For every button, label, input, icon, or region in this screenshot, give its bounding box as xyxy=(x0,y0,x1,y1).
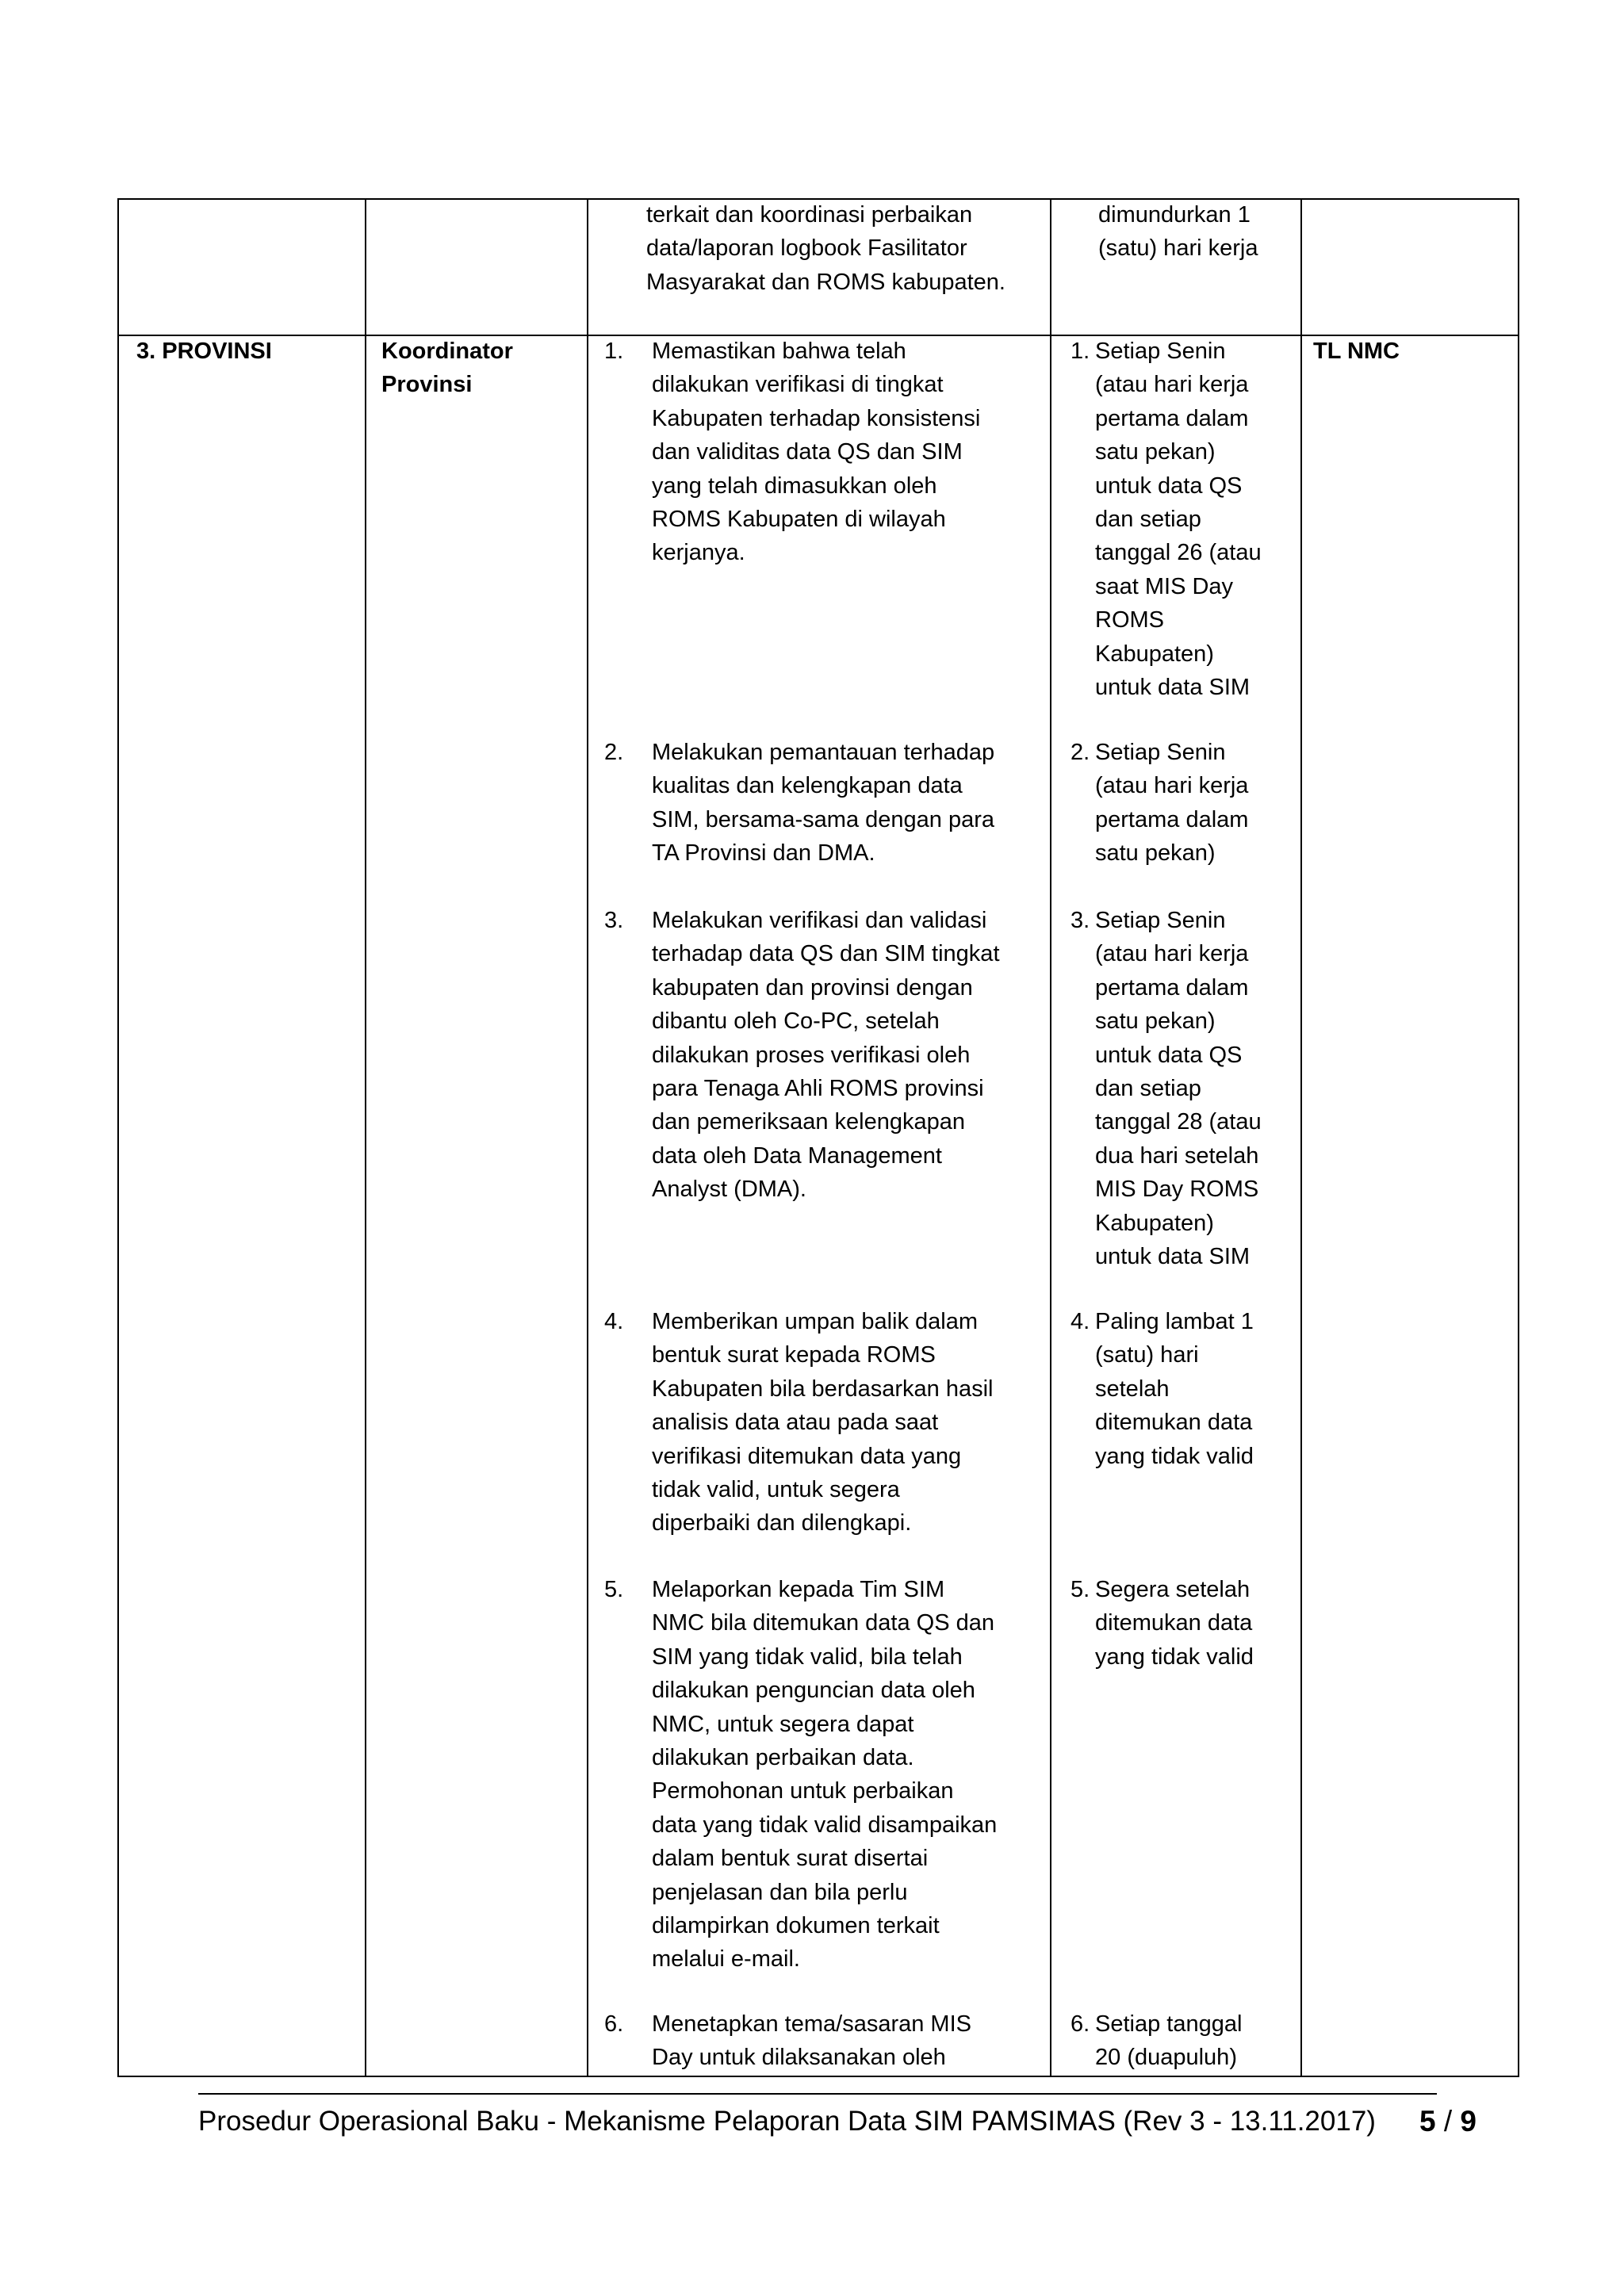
time-item: Setiap tanggal 20 (duapuluh) xyxy=(1095,2011,1243,2071)
footer-title: Prosedur Operasional Baku - Mekanisme Pelaporan Data SIM PAMSIMAS (Rev 3 - 13.11.2017) xyxy=(198,2106,1376,2137)
activity-item: Melaporkan kepada Tim SIM NMC bila ditemukan data QS dan SIM yang tidak valid, bila telah dilakukan penguncian data oleh NMC, untuk segera dapat dilakukan perbaikan data. Permohonan untuk perbaikan data yang tidak valid disampaikan dalam bentuk surat disertai penjelasan dan bila perlu dilampirkan dokumen terkait melalui e-mail. xyxy=(652,1577,998,1973)
activity-number: 6. xyxy=(604,2011,624,2037)
time-number: 3. xyxy=(1071,908,1090,933)
level-cell: 3. PROVINSI xyxy=(136,339,272,364)
page-current: 5 xyxy=(1419,2105,1436,2137)
activity-number: 5. xyxy=(604,1577,624,1602)
role-cell: Koordinator Provinsi xyxy=(381,339,513,398)
time-number: 1. xyxy=(1071,339,1090,364)
time-number: 2. xyxy=(1071,740,1090,765)
page-separator: / xyxy=(1435,2105,1461,2137)
column-divider xyxy=(1300,200,1302,2076)
activity-number: 2. xyxy=(604,740,624,765)
continued-time-text: dimundurkan 1 (satu) hari kerja xyxy=(1098,202,1258,262)
reviewer-cell: TL NMC xyxy=(1313,339,1400,364)
activity-item: Memberikan umpan balik dalam bentuk surat kepada ROMS Kabupaten bila berdasarkan hasil analisis data atau pada saat verifikasi ditemukan data yang tidak valid, untuk segera diperbaiki dan dilengkapi. xyxy=(652,1309,994,1536)
column-divider xyxy=(587,200,588,2076)
page-number xyxy=(1419,2103,1477,2141)
time-item: Segera setelah ditemukan data yang tidak valid xyxy=(1095,1577,1254,1670)
time-item: Setiap Senin (atau hari kerja pertama dalam satu pekan) untuk data QS dan setiap tanggal 28 (atau dua hari setelah MIS Day ROMS Kabupaten) untuk data SIM xyxy=(1095,908,1262,1270)
time-number: 5. xyxy=(1071,1577,1090,1602)
time-number: 4. xyxy=(1071,1309,1090,1334)
time-item: Setiap Senin (atau hari kerja pertama dalam satu pekan) untuk data QS dan setiap tanggal 26 (atau saat MIS Day ROMS Kabupaten) untuk data SIM xyxy=(1095,339,1262,701)
activity-item: Melakukan pemantauan terhadap kualitas dan kelengkapan data SIM, bersama-sama dengan para TA Provinsi dan DMA. xyxy=(652,740,995,867)
activity-number: 4. xyxy=(604,1309,624,1334)
footer-rule xyxy=(198,2093,1437,2095)
activity-number: 3. xyxy=(604,908,624,933)
page-total: 9 xyxy=(1460,2105,1477,2137)
activity-item: Memastikan bahwa telah dilakukan verifikasi di tingkat Kabupaten terhadap konsistensi dan validitas data QS dan SIM yang telah dimasukkan oleh ROMS Kabupaten di wilayah kerjanya. xyxy=(652,339,981,566)
activity-item: Menetapkan tema/sasaran MIS Day untuk dilaksanakan oleh xyxy=(652,2011,971,2071)
activity-number: 1. xyxy=(604,339,624,364)
time-item: Setiap Senin (atau hari kerja pertama dalam satu pekan) xyxy=(1095,740,1249,867)
activity-item: Melakukan verifikasi dan validasi terhadap data QS dan SIM tingkat kabupaten dan provinsi dengan dibantu oleh Co-PC, setelah dilakukan proses verifikasi oleh para Tenaga Ahli ROMS provinsi dan pemeriksaan kelengkapan data oleh Data Management Analyst (DMA). xyxy=(652,908,1000,1203)
time-item: Paling lambat 1 (satu) hari setelah ditemukan data yang tidak valid xyxy=(1095,1309,1254,1469)
column-divider xyxy=(365,200,366,2076)
time-number: 6. xyxy=(1071,2011,1090,2037)
continued-activity-text: terkait dan koordinasi perbaikan data/laporan logbook Fasilitator Masyarakat dan ROMS kabupaten. xyxy=(646,202,1005,295)
